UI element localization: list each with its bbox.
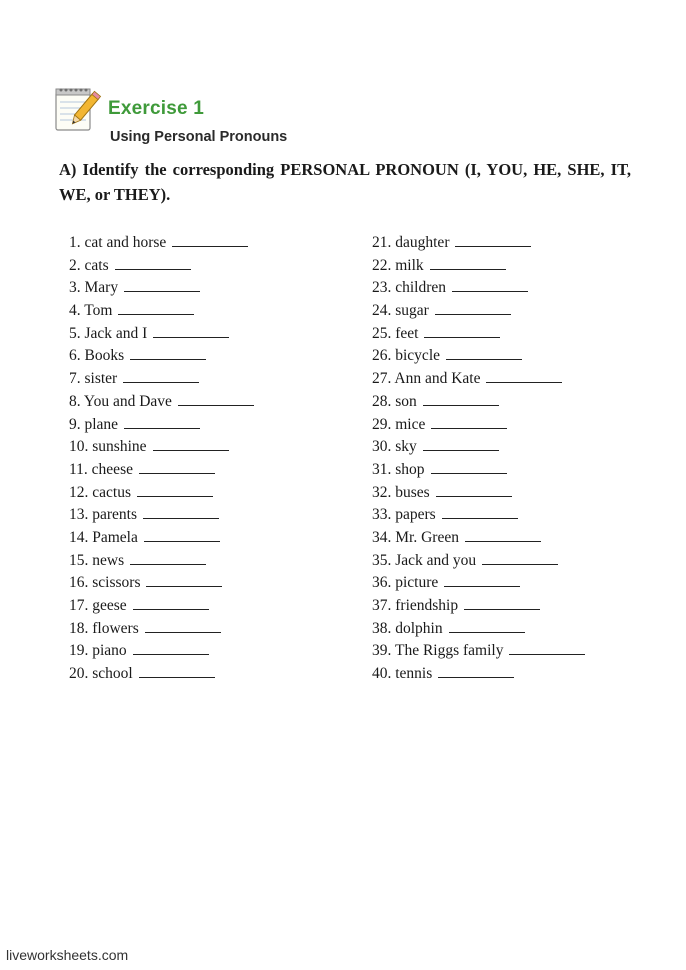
exercise-item-label: 24. sugar (372, 302, 429, 320)
answer-blank[interactable] (465, 528, 541, 542)
notepad-pencil-icon (54, 86, 104, 132)
exercise-list-right (372, 232, 585, 686)
exercise-item (372, 232, 585, 255)
exercise-item (69, 300, 254, 323)
exercise-item (69, 368, 254, 391)
exercise-item (69, 640, 254, 663)
exercise-item (69, 391, 254, 414)
answer-blank[interactable] (431, 460, 507, 474)
exercise-item-label: 14. Pamela (69, 528, 138, 546)
answer-blank[interactable] (482, 551, 558, 565)
exercise-subtitle: Using Personal Pronouns (110, 129, 288, 145)
exercise-item (69, 414, 254, 437)
answer-blank[interactable] (145, 619, 221, 633)
exercise-item-label: 37. friendship (372, 597, 459, 614)
exercise-item-label: 34. Mr. Green (372, 528, 459, 546)
exercise-item (69, 595, 254, 618)
answer-blank[interactable] (442, 505, 518, 519)
exercise-item-label: 23. children (372, 279, 447, 297)
exercise-item-label: 11. cheese (69, 460, 133, 478)
answer-blank[interactable] (139, 460, 215, 474)
answer-blank[interactable] (137, 483, 213, 497)
answer-blank[interactable] (431, 415, 507, 429)
exercise-item-label: 25. feet (372, 324, 419, 342)
exercise-item-label: 39. The Riggs family (372, 642, 504, 660)
answer-blank[interactable] (144, 528, 220, 542)
answer-blank[interactable] (133, 641, 209, 655)
exercise-item-label: 31. shop (372, 460, 425, 478)
answer-blank[interactable] (118, 301, 194, 315)
exercise-item-label: 28. son (372, 392, 417, 410)
exercise-item-label: 9. plane (69, 415, 119, 433)
exercise-item (69, 504, 254, 527)
exercise-item (372, 391, 585, 414)
exercise-item-label: 40. tennis (372, 665, 433, 683)
exercise-item (372, 572, 585, 595)
exercise-item (69, 255, 254, 278)
exercise-item-label: 32. buses (372, 483, 430, 501)
exercise-item-label: 13. parents (69, 506, 138, 524)
exercise-item (69, 527, 254, 550)
exercise-item (69, 550, 254, 573)
exercise-item-label: 6. Books (69, 347, 125, 365)
exercise-item (372, 414, 585, 437)
answer-blank[interactable] (436, 483, 512, 497)
exercise-item-label: 33. papers (372, 506, 436, 524)
exercise-item-label: 5. Jack and I (69, 324, 148, 342)
exercise-item (372, 255, 585, 278)
exercise-item-label: 1. cat and horse (69, 234, 167, 251)
exercise-item-label: 17. geese (69, 597, 127, 614)
answer-blank[interactable] (178, 392, 254, 406)
exercise-item (69, 277, 254, 300)
exercise-item (372, 640, 585, 663)
exercise-item-label: 36. picture (372, 574, 439, 592)
exercise-item (69, 482, 254, 505)
exercise-item (372, 527, 585, 550)
exercise-item-label: 8. You and Dave (69, 392, 172, 410)
exercise-item-label: 4. Tom (69, 302, 113, 320)
exercise-item (69, 436, 254, 459)
exercise-item-label: 12. cactus (69, 483, 131, 501)
answer-blank[interactable] (115, 256, 191, 270)
answer-blank[interactable] (143, 505, 219, 519)
exercise-item-label: 15. news (69, 551, 125, 569)
exercise-item (69, 459, 254, 482)
exercise-item (69, 572, 254, 595)
answer-blank[interactable] (124, 278, 200, 292)
answer-blank[interactable] (509, 641, 585, 655)
answer-blank[interactable] (153, 437, 229, 451)
exercise-item (372, 436, 585, 459)
answer-blank[interactable] (452, 278, 528, 292)
answer-blank[interactable] (130, 346, 206, 360)
exercise-item (372, 595, 585, 618)
exercise-item-label: 30. sky (372, 438, 417, 456)
answer-blank[interactable] (133, 596, 209, 610)
exercise-item (69, 323, 254, 346)
exercise-item (372, 663, 585, 686)
exercise-title: Exercise 1 (108, 98, 205, 119)
answer-blank[interactable] (146, 573, 222, 587)
exercise-list-left (69, 232, 254, 686)
answer-blank[interactable] (423, 437, 499, 451)
answer-blank[interactable] (444, 573, 520, 587)
answer-blank[interactable] (139, 664, 215, 678)
answer-blank[interactable] (430, 256, 506, 270)
instruction-text: A) Identify the corresponding PERSONAL PRONOUN (I, YOU, HE, SHE, IT, WE, or THEY). (59, 160, 631, 204)
exercise-item (372, 459, 585, 482)
answer-blank[interactable] (446, 346, 522, 360)
exercise-item (372, 323, 585, 346)
answer-blank[interactable] (130, 551, 206, 565)
answer-blank[interactable] (153, 324, 229, 338)
exercise-item-label: 19. piano (69, 642, 127, 660)
answer-blank[interactable] (172, 233, 248, 247)
exercise-item-label: 3. Mary (69, 279, 119, 297)
exercise-item-label: 7. sister (69, 370, 118, 388)
exercise-item-label: 26. bicycle (372, 347, 441, 365)
exercise-item (372, 300, 585, 323)
exercise-item-label: 18. flowers (69, 619, 139, 637)
exercise-item-label: 16. scissors (69, 574, 141, 592)
exercise-item-label: 21. daughter (372, 234, 450, 251)
exercise-item (372, 550, 585, 573)
answer-blank[interactable] (124, 415, 200, 429)
exercise-item (372, 504, 585, 527)
answer-blank[interactable] (435, 301, 511, 315)
exercise-item-label: 35. Jack and you (372, 551, 477, 569)
exercise-item-label: 27. Ann and Kate (372, 370, 481, 388)
exercise-item-label: 10. sunshine (69, 438, 147, 456)
exercise-item-label: 22. milk (372, 256, 424, 274)
exercise-item (69, 663, 254, 686)
exercise-item-label: 20. school (69, 665, 133, 683)
answer-blank[interactable] (423, 392, 499, 406)
exercise-item (372, 368, 585, 391)
exercise-item (69, 618, 254, 641)
exercise-item (372, 482, 585, 505)
answer-blank[interactable] (449, 619, 525, 633)
exercise-item (372, 345, 585, 368)
answer-blank[interactable] (424, 324, 500, 338)
exercise-item (69, 345, 254, 368)
answer-blank[interactable] (123, 369, 199, 383)
answer-blank[interactable] (464, 596, 540, 610)
answer-blank[interactable] (455, 233, 531, 247)
exercise-item-label: 38. dolphin (372, 619, 443, 637)
answer-blank[interactable] (486, 369, 562, 383)
exercise-item (372, 277, 585, 300)
exercise-item-label: 2. cats (69, 256, 109, 274)
exercise-item (372, 618, 585, 641)
answer-blank[interactable] (438, 664, 514, 678)
exercise-item-label: 29. mice (372, 415, 426, 433)
exercise-item (69, 232, 254, 255)
footer-brand: liveworksheets.com (6, 947, 129, 963)
